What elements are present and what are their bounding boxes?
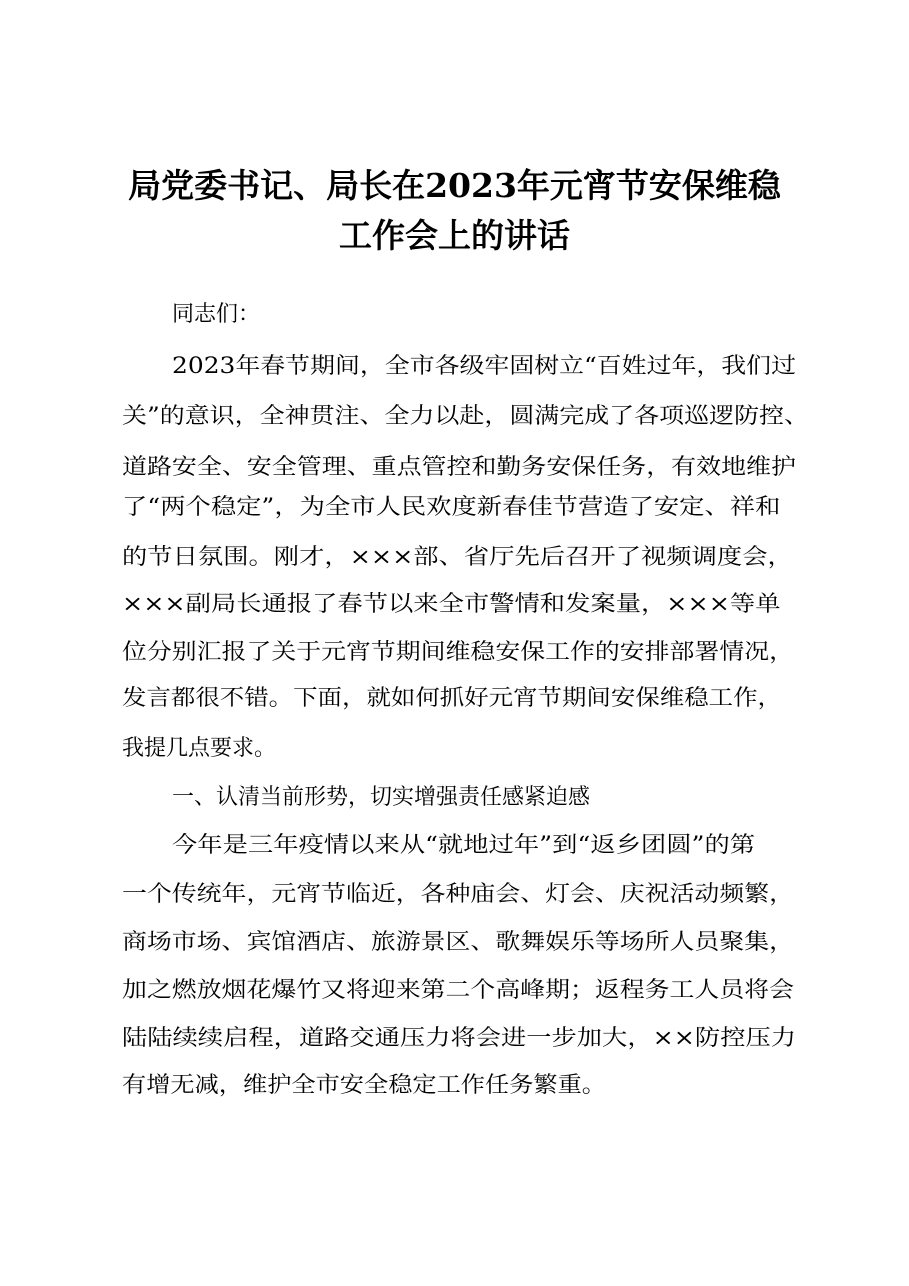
document-title-line-2: 工作会上的讲话: [339, 216, 570, 255]
document-page: 局党委书记、局长在2023年元宵节安保维稳 工作会上的讲话 同志们： 2023年春节期间，全市各级牢固树立“百姓过年，我们过 关”的意识，全神贯注、全力以赴，圆满完成了各项巡逻防控、 道路安全、安全管理、重点管控和勤务安保任务，有效地维护 了“两个稳定”，为全市人民欢度新春佳节营造了安定、祥和 的节日氛围。刚才，×××部、省厅先后召开了视频调度会， ×××副局长通报了春节以来全市警情和发案量，×××等单 位分别汇报了关于元宵节期间维稳安保工作的安排部署情况， 发言都很不错。下面，就如何抓好元宵节期间安保维稳工作， 我提几点要求。 一、认清当前形势，切实增强责任感紧迫感 今年是三年疫情以来从“就地过年”到“返乡团圆”的第 一个传统年，元宵节临近，各种庙会、灯会、庆祝活动频繁， 商场市场、宾馆酒店、旅游景区、歌舞娱乐等场所人员聚集， 加之燃放烟花爆竹又将迎来第二个高峰期；返程务工人员将会 陆陆续续启程，道路交通压力将会进一步加大，××防控压力 有增无减，维护全市安全稳定工作任务繁重。: [0, 0, 909, 1286]
document-title-line-1: 局党委书记、局长在2023年元宵节安保维稳: [128, 166, 781, 205]
